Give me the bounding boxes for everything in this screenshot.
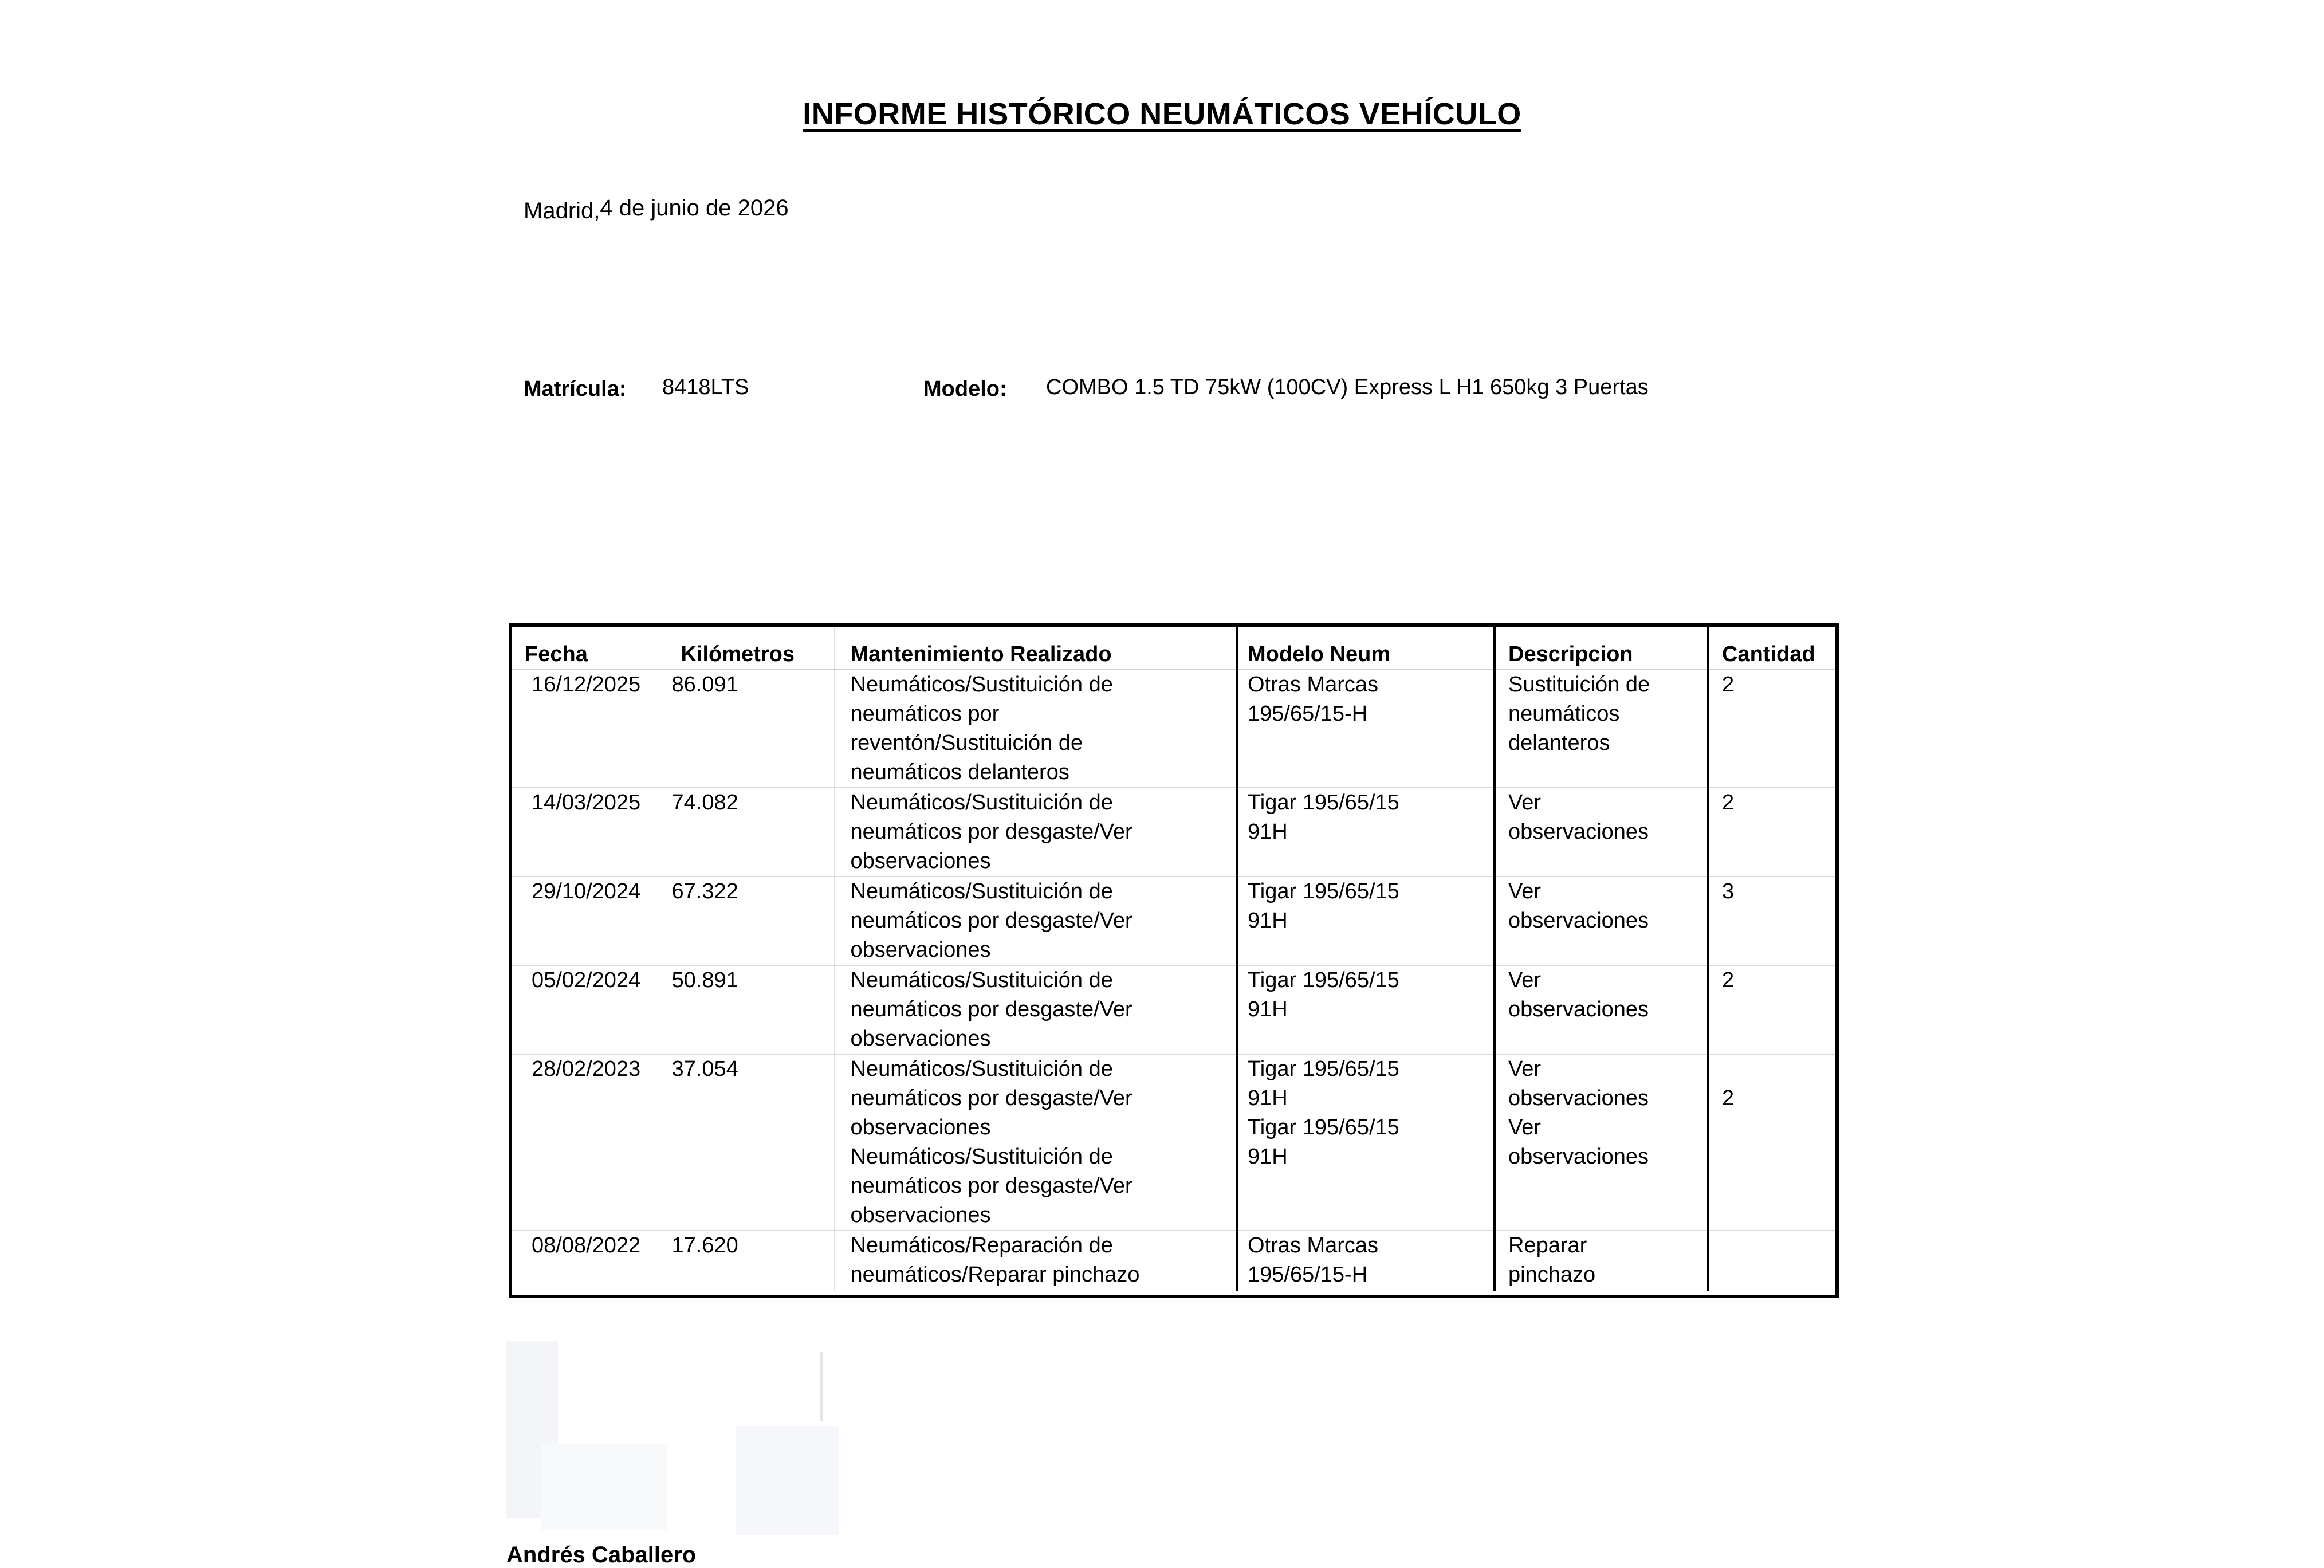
cell-modelo-neum-line: Tigar 195/65/15 — [1248, 968, 1399, 992]
cell-mantenimiento — [834, 877, 1237, 965]
cell-mantenimiento-line: neumáticos/Reparar pinchazo — [850, 1263, 1140, 1287]
cell-mantenimiento-line: Neumáticos/Sustituición de — [850, 1145, 1113, 1169]
cell-modelo-neum-line: 91H — [1248, 997, 1288, 1021]
cell-mantenimiento-line: neumáticos por desgaste/Ver — [850, 820, 1132, 844]
cell-descripcion-line: Ver — [1508, 791, 1542, 815]
cell-mantenimiento-line: Neumáticos/Sustituición de — [850, 879, 1113, 903]
cell-fecha: 14/03/2025 — [512, 788, 666, 877]
cell-mantenimiento-line: observaciones — [850, 1115, 991, 1139]
table-row — [512, 965, 1835, 1054]
cell-kilometros: 86.091 — [666, 670, 834, 788]
table-row — [512, 670, 1835, 788]
plate-label: Matrícula: — [524, 377, 627, 401]
cell-cantidad — [1708, 1054, 1835, 1231]
cell-cantidad — [1708, 788, 1835, 877]
header-descripcion: Descripcion — [1495, 627, 1708, 670]
cell-fecha: 05/02/2024 — [512, 965, 666, 1054]
cell-modelo-neum-line: 91H — [1248, 1145, 1288, 1169]
cell-mantenimiento-line: neumáticos delanteros — [850, 760, 1069, 784]
cell-descripcion — [1495, 877, 1708, 965]
cell-mantenimiento — [834, 788, 1237, 877]
table-row — [512, 1231, 1835, 1291]
tire-history-table — [512, 627, 1835, 1291]
cell-modelo-neum — [1237, 877, 1495, 965]
cell-descripcion — [1495, 788, 1708, 877]
cell-kilometros: 67.322 — [666, 877, 834, 965]
cell-mantenimiento-line: Neumáticos/Sustituición de — [850, 673, 1113, 697]
cell-cantidad-line: 2 — [1722, 673, 1735, 697]
cell-mantenimiento-line: neumáticos por desgaste/Ver — [850, 1174, 1132, 1198]
cell-descripcion-line: observaciones — [1508, 997, 1649, 1021]
cell-descripcion-line: Reparar — [1508, 1233, 1587, 1257]
cell-cantidad-line: 2 — [1722, 791, 1735, 815]
cell-kilometros: 74.082 — [666, 788, 834, 877]
cell-mantenimiento-line: Neumáticos/Reparación de — [850, 1233, 1113, 1257]
signature-smudge — [736, 1426, 839, 1535]
cell-modelo-neum-line: Otras Marcas — [1248, 1233, 1379, 1257]
cell-cantidad-line: 2 — [1722, 1086, 1735, 1110]
cell-mantenimiento-line: neumáticos por — [850, 702, 1000, 726]
cell-descripcion-line: observaciones — [1508, 820, 1649, 844]
cell-cantidad — [1708, 965, 1835, 1054]
cell-modelo-neum-line: Tigar 195/65/15 — [1248, 1115, 1399, 1139]
cell-modelo-neum-line: 195/65/15-H — [1248, 1263, 1368, 1287]
model-value: COMBO 1.5 TD 75kW (100CV) Express L H1 650kg 3 Puertas — [1046, 375, 1649, 399]
cell-mantenimiento-line: neumáticos por desgaste/Ver — [850, 997, 1132, 1021]
cell-descripcion — [1495, 670, 1708, 788]
cell-cantidad-line — [1722, 1231, 1835, 1260]
cell-mantenimiento-line: neumáticos por desgaste/Ver — [850, 909, 1132, 933]
header-modelo-neum: Modelo Neum — [1237, 627, 1495, 670]
cell-descripcion — [1495, 1054, 1708, 1231]
cell-modelo-neum — [1237, 1231, 1495, 1291]
header-kilometros: Kilómetros — [666, 627, 834, 670]
cell-mantenimiento — [834, 1231, 1237, 1291]
model-label: Modelo: — [923, 377, 1007, 401]
place: Madrid, — [524, 198, 600, 223]
cell-mantenimiento-line: Neumáticos/Sustituición de — [850, 1057, 1113, 1081]
cell-mantenimiento-line: Neumáticos/Sustituición de — [850, 968, 1113, 992]
cell-modelo-neum — [1237, 670, 1495, 788]
cell-kilometros: 50.891 — [666, 965, 834, 1054]
cell-cantidad-line: 2 — [1722, 968, 1735, 992]
cell-fecha: 16/12/2025 — [512, 670, 666, 788]
cell-descripcion-line: pinchazo — [1508, 1263, 1596, 1287]
cell-descripcion — [1495, 965, 1708, 1054]
table-header-row — [512, 627, 1835, 670]
cell-descripcion — [1495, 1231, 1708, 1291]
cell-cantidad — [1708, 670, 1835, 788]
cell-descripcion-line: neumáticos — [1508, 702, 1620, 726]
signer-name: Andrés Caballero — [506, 1542, 697, 1567]
table-row — [512, 1054, 1835, 1231]
cell-cantidad-line: 3 — [1722, 879, 1735, 903]
place-and-date — [524, 195, 789, 224]
cell-modelo-neum — [1237, 788, 1495, 877]
report-date: 4 de junio de 2026 — [600, 195, 789, 221]
header-fecha: Fecha — [512, 627, 666, 670]
cell-modelo-neum-line: 91H — [1248, 1086, 1288, 1110]
cell-descripcion-line: Ver — [1508, 879, 1542, 903]
cell-descripcion-line: Ver — [1508, 1057, 1542, 1081]
cell-modelo-neum-line: Tigar 195/65/15 — [1248, 791, 1399, 815]
table-body — [512, 670, 1835, 1291]
cell-descripcion-line: Ver — [1508, 1115, 1542, 1139]
cell-mantenimiento-line: observaciones — [850, 1027, 991, 1051]
cell-modelo-neum-line: Otras Marcas — [1248, 673, 1379, 697]
table-row — [512, 877, 1835, 965]
cell-fecha: 28/02/2023 — [512, 1054, 666, 1231]
header-cantidad: Cantidad — [1708, 627, 1835, 670]
signature-image — [506, 1341, 850, 1535]
cell-mantenimiento-line: observaciones — [850, 938, 991, 962]
cell-mantenimiento-line: observaciones — [850, 849, 991, 873]
signature-stroke — [820, 1352, 823, 1421]
cell-kilometros: 37.054 — [666, 1054, 834, 1231]
cell-modelo-neum-line: 91H — [1248, 909, 1288, 933]
cell-cantidad-line — [1722, 1055, 1835, 1084]
cell-descripcion-line: observaciones — [1508, 1145, 1649, 1169]
plate-value: 8418LTS — [662, 375, 749, 399]
signature-smudge — [541, 1444, 667, 1530]
cell-mantenimiento-line: Neumáticos/Sustituición de — [850, 791, 1113, 815]
cell-mantenimiento — [834, 670, 1237, 788]
cell-modelo-neum — [1237, 1054, 1495, 1231]
tire-history-table-frame — [509, 623, 1839, 1298]
cell-cantidad — [1708, 1231, 1835, 1291]
cell-kilometros: 17.620 — [666, 1231, 834, 1291]
cell-fecha: 29/10/2024 — [512, 877, 666, 965]
header-mantenimiento: Mantenimiento Realizado — [834, 627, 1237, 670]
cell-descripcion-line: observaciones — [1508, 1086, 1649, 1110]
cell-mantenimiento-line: observaciones — [850, 1203, 991, 1227]
cell-modelo-neum-line: 91H — [1248, 820, 1288, 844]
cell-modelo-neum — [1237, 965, 1495, 1054]
cell-fecha: 08/08/2022 — [532, 1233, 641, 1257]
cell-descripcion-line: Ver — [1508, 968, 1542, 992]
cell-modelo-neum-line: Tigar 195/65/15 — [1248, 879, 1399, 903]
report-title: INFORME HISTÓRICO NEUMÁTICOS VEHÍCULO — [803, 97, 1521, 131]
cell-descripcion-line: Sustituición de — [1508, 673, 1650, 697]
cell-mantenimiento — [834, 1054, 1237, 1231]
cell-descripcion-line: observaciones — [1508, 909, 1649, 933]
cell-mantenimiento-line: neumáticos por desgaste/Ver — [850, 1086, 1132, 1110]
cell-cantidad — [1708, 877, 1835, 965]
cell-modelo-neum-line: Tigar 195/65/15 — [1248, 1057, 1399, 1081]
table-row — [512, 788, 1835, 877]
cell-mantenimiento-line: reventón/Sustituición de — [850, 731, 1083, 755]
cell-modelo-neum-line: 195/65/15-H — [1248, 702, 1368, 726]
cell-descripcion-line: delanteros — [1508, 731, 1610, 755]
cell-mantenimiento — [834, 965, 1237, 1054]
